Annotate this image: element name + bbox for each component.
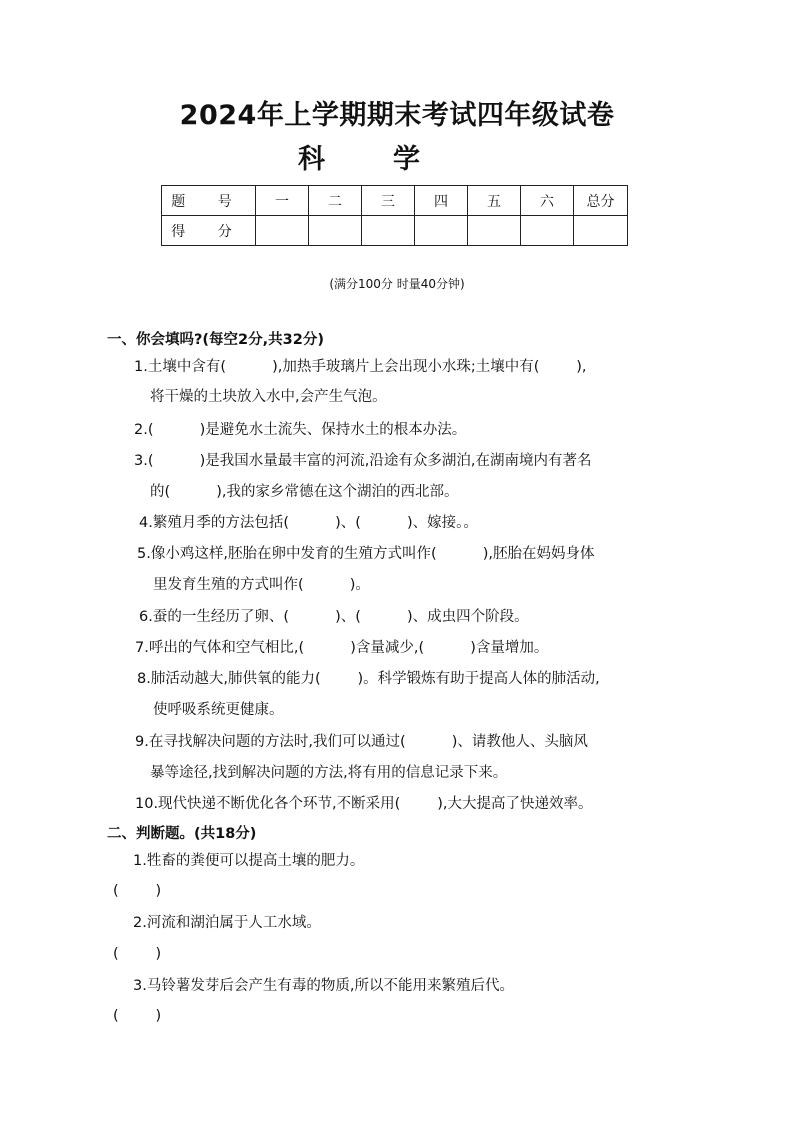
question-line: 10.现代快递不断优化各个环节,不断采用( ),大大提高了快递效率。 bbox=[135, 796, 593, 812]
question-line: 3.( )是我国水量最丰富的河流,沿途有众多湖泊,在湖南境内有著名 bbox=[134, 453, 592, 469]
question-line: 7.呼出的气体和空气相比,( )含量减少,( )含量增加。 bbox=[135, 640, 549, 656]
question-line: 9.在寻找解决问题的方法时,我们可以通过( )、请教他人、头脑风 bbox=[135, 734, 588, 750]
score-cell: 四 bbox=[415, 186, 468, 216]
score-cell: 六 bbox=[521, 186, 574, 216]
judge-answer-blank[interactable]: ( ) bbox=[113, 883, 162, 899]
section1-heading: 一、你会填吗?(每空2分,共32分) bbox=[107, 332, 324, 348]
score-input-cell[interactable] bbox=[256, 216, 309, 246]
judge-question: 2.河流和湖泊属于人工水域。 bbox=[133, 915, 321, 931]
score-cell: 三 bbox=[362, 186, 415, 216]
score-input-cell[interactable] bbox=[574, 216, 628, 246]
score-cell: 一 bbox=[256, 186, 309, 216]
question-line: 的( ),我的家乡常德在这个湖泊的西北部。 bbox=[150, 484, 459, 500]
score-cell: 得 分 bbox=[162, 216, 256, 246]
score-input-cell[interactable] bbox=[521, 216, 574, 246]
exam-title: 2024年上学期期末考试四年级试卷 bbox=[179, 100, 615, 131]
question-line: 里发育生殖的方式叫作( )。 bbox=[153, 577, 370, 593]
score-table-header-row bbox=[162, 186, 628, 216]
judge-question: 1.牲畜的粪便可以提高土壤的肥力。 bbox=[133, 853, 365, 869]
score-cell: 五 bbox=[468, 186, 521, 216]
question-line: 使呼吸系统更健康。 bbox=[153, 702, 284, 718]
question-line: 将干燥的土块放入水中,会产生气泡。 bbox=[150, 389, 387, 405]
score-input-cell[interactable] bbox=[362, 216, 415, 246]
exam-note: (满分100分 时量40分钟) bbox=[329, 277, 465, 291]
judge-answer-blank[interactable]: ( ) bbox=[113, 946, 162, 962]
score-cell: 题 号 bbox=[162, 186, 256, 216]
subject-title: 科学 bbox=[298, 144, 488, 175]
score-input-cell[interactable] bbox=[468, 216, 521, 246]
section2-heading: 二、判断题。(共18分) bbox=[107, 826, 257, 842]
score-input-cell[interactable] bbox=[415, 216, 468, 246]
score-cell: 总分 bbox=[574, 186, 628, 216]
judge-question: 3.马铃薯发芽后会产生有毒的物质,所以不能用来繁殖后代。 bbox=[133, 978, 514, 994]
question-line: 4.繁殖月季的方法包括( )、( )、嫁接。。 bbox=[139, 515, 478, 531]
question-line: 8.肺活动越大,肺供氧的能力( )。科学锻炼有助于提高人体的肺活动, bbox=[137, 671, 600, 687]
score-input-cell[interactable] bbox=[309, 216, 362, 246]
question-line: 6.蚕的一生经历了卵、( )、( )、成虫四个阶段。 bbox=[139, 609, 529, 625]
question-line: 5.像小鸡这样,胚胎在卵中发育的生殖方式叫作( ),胚胎在妈妈身体 bbox=[137, 546, 595, 562]
score-table-score-row bbox=[162, 216, 628, 246]
question-line: 暴等途径,找到解决问题的方法,将有用的信息记录下来。 bbox=[150, 765, 508, 781]
score-table bbox=[161, 185, 628, 246]
score-cell: 二 bbox=[309, 186, 362, 216]
judge-answer-blank[interactable]: ( ) bbox=[113, 1008, 162, 1024]
question-line: 2.( )是避免水土流失、保持水土的根本办法。 bbox=[134, 422, 467, 438]
question-line: 1.土壤中含有( ),加热手玻璃片上会出现小水珠;土壤中有( ), bbox=[134, 359, 587, 375]
